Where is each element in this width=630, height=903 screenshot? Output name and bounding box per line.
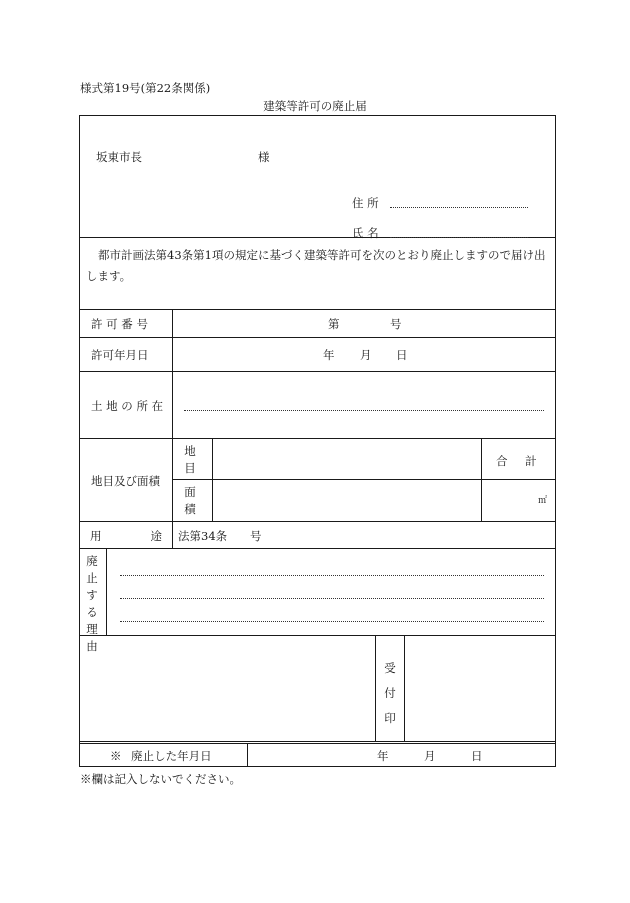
reason-line-1[interactable] (120, 575, 544, 576)
reason-label: 廃止する理由 (86, 554, 98, 653)
land-location-field-line[interactable] (184, 410, 544, 411)
permit-date-year: 年 (323, 348, 335, 362)
permit-number-label: 許 可 番 号 (91, 317, 148, 331)
land-category-label: 地目 (184, 444, 196, 475)
usage-value-prefix: 法第34条 (178, 529, 228, 543)
abolished-date-month: 月 (424, 749, 436, 763)
address-label: 住 所 (352, 196, 379, 210)
abolished-date-label: ※ 廃止した年月日 (110, 749, 212, 763)
abolished-date-day: 日 (471, 749, 483, 763)
form-table (79, 115, 556, 767)
land-category-area-label: 地目及び面積 (91, 474, 160, 488)
usage-value-suffix: 号 (250, 529, 262, 543)
permit-date-month: 月 (360, 348, 372, 362)
permit-date-day: 日 (396, 348, 408, 362)
land-area-label: 面積 (184, 485, 196, 516)
form-title: 建築等許可の廃止届 (263, 99, 367, 113)
abolished-date-year: 年 (377, 749, 389, 763)
addressee-honorific: 様 (258, 150, 270, 164)
stamp-label: 受付印 (384, 661, 396, 725)
usage-label: 用 途 (90, 529, 162, 543)
footnote: ※欄は記入しないでください。 (80, 772, 241, 786)
name-field-line[interactable] (390, 237, 528, 238)
land-location-label: 土 地 の 所 在 (91, 399, 164, 413)
statement-text: 都市計画法第43条第1項の規定に基づく建築等許可を次のとおり廃止しますので届け出します。 (86, 248, 546, 283)
name-label: 氏 名 (352, 226, 379, 240)
permit-number-prefix: 第 (328, 317, 340, 331)
address-field-line[interactable] (390, 207, 528, 208)
reason-line-3[interactable] (120, 621, 544, 622)
permit-number-suffix: 号 (390, 317, 402, 331)
permit-date-label: 許可年月日 (91, 348, 149, 362)
addressee-name: 坂東市長 (96, 150, 142, 164)
form-code: 様式第19号(第22条関係) (80, 81, 211, 95)
reason-line-2[interactable] (120, 598, 544, 599)
total-label: 合 計 (496, 454, 537, 468)
area-unit: ㎡ (538, 496, 548, 506)
